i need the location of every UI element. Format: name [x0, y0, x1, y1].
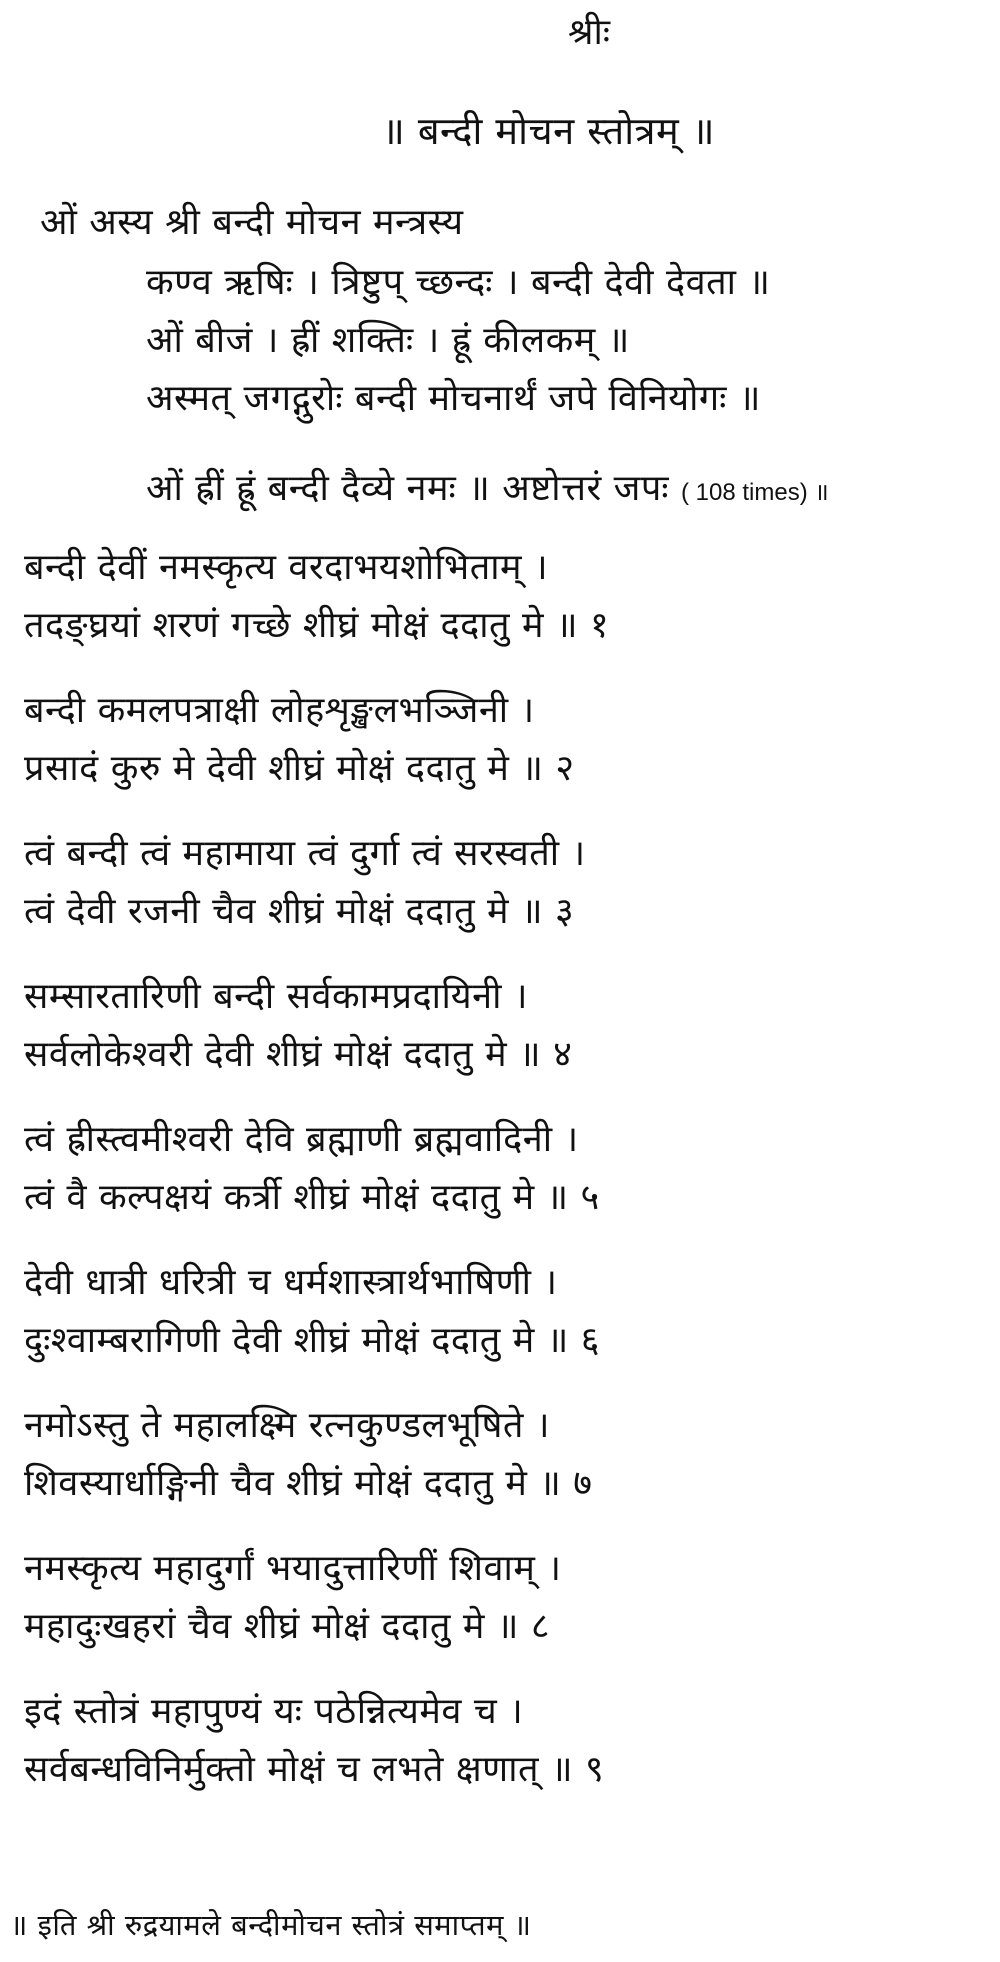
verse-8	[24, 1546, 561, 1650]
verse-4-line-a: सम्सारतारिणी बन्दी सर्वकामप्रदायिनी ।	[24, 976, 529, 1017]
invocation-line-1: ओं अस्य श्री बन्दी मोचन मन्त्रस्य	[40, 202, 464, 243]
invocation-line-3: ओं बीजं । ह्रीं शक्तिः । ह्रूं कीलकम् ॥	[146, 320, 630, 361]
verse-1	[24, 545, 609, 649]
verse-4-line-b: सर्वलोकेश्वरी देवी शीघ्रं मोक्षं ददातु मे ॥ ४	[24, 1034, 573, 1075]
colophon: ॥ इति श्री रुद्रयामले बन्दीमोचन स्तोत्रं समाप्तम् ॥	[10, 1908, 532, 1942]
verse-2-line-a: बन्दी कमलपत्राक्षी लोहशृङ्खलभञ्जिनी ।	[24, 690, 535, 731]
page-title: ॥ बन्दी मोचन स्तोत्रम् ॥	[382, 109, 716, 153]
verse-3-line-a: त्वं बन्दी त्वं महामाया त्वं दुर्गा त्वं सरस्वती ।	[24, 833, 586, 874]
verse-5-line-b: त्वं वै कल्पक्षयं कर्त्री शीघ्रं मोक्षं ददातु मे ॥ ५	[24, 1177, 600, 1218]
verse-5-line-a: त्वं ह्रीस्त्वमीश्वरी देवि ब्रह्माणी ब्रह्मवादिनी ।	[24, 1119, 579, 1160]
verse-1-line-a: बन्दी देवीं नमस्कृत्य वरदाभयशोभिताम् ।	[24, 547, 549, 588]
verse-6	[24, 1260, 600, 1364]
invocation-line-2: कण्व ऋषिः । त्रिष्टुप् च्छन्दः । बन्दी देवी देवता ॥	[146, 262, 771, 303]
verse-8-line-a: नमस्कृत्य महादुर्गां भयादुत्तारिणीं शिवाम् ।	[24, 1548, 562, 1589]
verse-9	[24, 1689, 604, 1793]
verse-9-line-b: सर्वबन्धविनिर्मुक्तो मोक्षं च लभते क्षणात् ॥ ९	[24, 1749, 605, 1790]
verse-1-line-b: तदङ्घ्रयां शरणं गच्छे शीघ्रं मोक्षं ददातु मे ॥ १	[24, 605, 610, 646]
mantra-line	[146, 466, 829, 516]
mantra-text: ओं ह्रीं ह्रूं बन्दी दैव्ये नमः ॥ अष्टोत्तरं जपः	[146, 468, 670, 509]
verse-8-line-b: महादुःखहरां चैव शीघ्रं मोक्षं ददातु मे ॥ ८	[24, 1606, 551, 1647]
verse-3-line-b: त्वं देवी रजनी चैव शीघ्रं मोक्षं ददातु मे ॥ ३	[24, 891, 575, 932]
shri-heading: श्रीः	[568, 12, 611, 53]
verse-7-line-b: शिवस्यार्धाङ्गिनी चैव शीघ्रं मोक्षं ददातु मे ॥ ७	[24, 1463, 593, 1504]
verse-3	[24, 831, 586, 935]
verse-2-line-b: प्रसादं कुरु मे देवी शीघ्रं मोक्षं ददातु मे ॥ २	[24, 748, 575, 789]
verse-7-line-a: नमोऽस्तु ते महालक्ष्मि रत्नकुण्डलभूषिते ।	[24, 1405, 550, 1446]
verse-4	[24, 974, 572, 1078]
mantra-count-note: ( 108 times) ॥	[681, 479, 829, 506]
verse-2	[24, 688, 575, 792]
verse-9-line-a: इदं स्तोत्रं महापुण्यं यः पठेन्नित्यमेव च ।	[24, 1691, 524, 1732]
verse-6-line-a: देवी धात्री धरित्री च धर्मशास्त्रार्थभाषिणी ।	[24, 1262, 558, 1303]
verse-7	[24, 1403, 593, 1507]
verse-5	[24, 1117, 600, 1221]
verse-6-line-b: दुःश्वाम्बरागिणी देवी शीघ्रं मोक्षं ददातु मे ॥ ६	[24, 1320, 600, 1361]
invocation-line-4: अस्मत् जगद्गुरोः बन्दी मोचनार्थं जपे विनियोगः ॥	[146, 378, 761, 419]
